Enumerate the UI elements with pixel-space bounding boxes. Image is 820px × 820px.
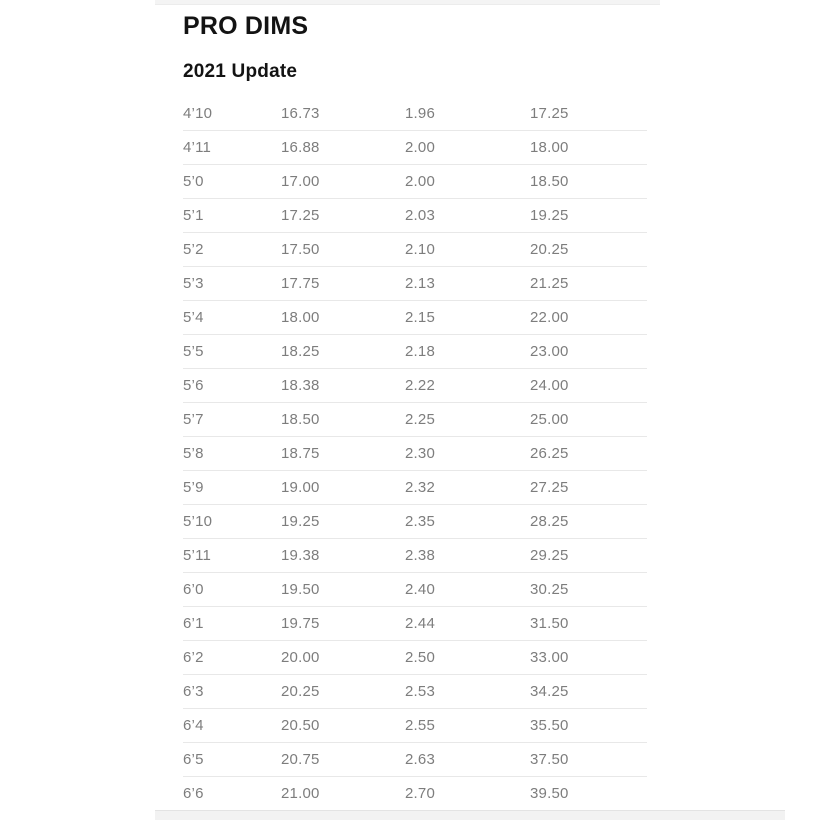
table-cell-height: 5’6 bbox=[183, 377, 204, 394]
table-row bbox=[183, 641, 647, 675]
table-cell-volume: 29.25 bbox=[530, 547, 569, 564]
table-row bbox=[183, 267, 647, 301]
table-cell-volume: 20.25 bbox=[530, 241, 569, 258]
table-cell-volume: 17.25 bbox=[530, 105, 569, 122]
table-row bbox=[183, 709, 647, 743]
table-row bbox=[183, 573, 647, 607]
table-cell-width: 18.00 bbox=[281, 309, 320, 326]
table-cell-thickness: 2.00 bbox=[405, 173, 435, 190]
table-cell-height: 6’6 bbox=[183, 785, 204, 802]
table-cell-height: 5’7 bbox=[183, 411, 204, 428]
table-row bbox=[183, 403, 647, 437]
table-cell-thickness: 2.44 bbox=[405, 615, 435, 632]
table-cell-width: 20.00 bbox=[281, 649, 320, 666]
table-cell-height: 5’5 bbox=[183, 343, 204, 360]
table-cell-thickness: 2.10 bbox=[405, 241, 435, 258]
table-row bbox=[183, 199, 647, 233]
table-cell-thickness: 2.18 bbox=[405, 343, 435, 360]
table-cell-volume: 25.00 bbox=[530, 411, 569, 428]
table-row bbox=[183, 301, 647, 335]
table-cell-width: 16.73 bbox=[281, 105, 320, 122]
table-cell-width: 16.88 bbox=[281, 139, 320, 156]
table-cell-height: 6’2 bbox=[183, 649, 204, 666]
table-cell-thickness: 2.32 bbox=[405, 479, 435, 496]
table-cell-thickness: 2.35 bbox=[405, 513, 435, 530]
table-cell-thickness: 2.38 bbox=[405, 547, 435, 564]
table-row bbox=[183, 165, 647, 199]
table-cell-volume: 19.25 bbox=[530, 207, 569, 224]
table-cell-volume: 23.00 bbox=[530, 343, 569, 360]
table-cell-height: 5’10 bbox=[183, 513, 213, 530]
table-cell-volume: 34.25 bbox=[530, 683, 569, 700]
table-cell-height: 5’3 bbox=[183, 275, 204, 292]
table-cell-thickness: 2.13 bbox=[405, 275, 435, 292]
table-cell-volume: 27.25 bbox=[530, 479, 569, 496]
table-cell-height: 6’1 bbox=[183, 615, 204, 632]
table-cell-volume: 39.50 bbox=[530, 785, 569, 802]
page-subtitle: 2021 Update bbox=[183, 61, 298, 82]
table-row bbox=[183, 131, 647, 165]
table-cell-width: 17.00 bbox=[281, 173, 320, 190]
table-cell-thickness: 2.50 bbox=[405, 649, 435, 666]
table-cell-volume: 22.00 bbox=[530, 309, 569, 326]
table-cell-height: 5’4 bbox=[183, 309, 204, 326]
table-cell-thickness: 2.55 bbox=[405, 717, 435, 734]
table-cell-thickness: 2.40 bbox=[405, 581, 435, 598]
table-cell-width: 20.50 bbox=[281, 717, 320, 734]
table-cell-width: 20.75 bbox=[281, 751, 320, 768]
table-cell-height: 5’9 bbox=[183, 479, 204, 496]
table-cell-height: 6’3 bbox=[183, 683, 204, 700]
table-cell-volume: 31.50 bbox=[530, 615, 569, 632]
table-cell-width: 18.38 bbox=[281, 377, 320, 394]
table-cell-height: 6’4 bbox=[183, 717, 204, 734]
table-row bbox=[183, 505, 647, 539]
dims-table bbox=[183, 97, 647, 811]
table-row bbox=[183, 437, 647, 471]
table-cell-width: 19.38 bbox=[281, 547, 320, 564]
table-row bbox=[183, 97, 647, 131]
table-row bbox=[183, 471, 647, 505]
table-cell-height: 4’11 bbox=[183, 139, 212, 156]
table-row bbox=[183, 369, 647, 403]
table-cell-width: 17.50 bbox=[281, 241, 320, 258]
table-cell-height: 4’10 bbox=[183, 105, 213, 122]
table-cell-width: 19.50 bbox=[281, 581, 320, 598]
table-cell-volume: 37.50 bbox=[530, 751, 569, 768]
table-cell-volume: 26.25 bbox=[530, 445, 569, 462]
table-cell-thickness: 1.96 bbox=[405, 105, 435, 122]
page-title: PRO DIMS bbox=[183, 12, 309, 40]
table-cell-height: 5’8 bbox=[183, 445, 204, 462]
table-row bbox=[183, 539, 647, 573]
table-row bbox=[183, 233, 647, 267]
table-cell-thickness: 2.70 bbox=[405, 785, 435, 802]
table-cell-thickness: 2.15 bbox=[405, 309, 435, 326]
table-cell-thickness: 2.22 bbox=[405, 377, 435, 394]
table-cell-height: 5’11 bbox=[183, 547, 212, 564]
table-cell-volume: 21.25 bbox=[530, 275, 569, 292]
table-cell-height: 5’0 bbox=[183, 173, 204, 190]
table-cell-volume: 24.00 bbox=[530, 377, 569, 394]
table-cell-height: 5’2 bbox=[183, 241, 204, 258]
pro-dims-section bbox=[183, 0, 647, 811]
table-row bbox=[183, 335, 647, 369]
table-cell-width: 19.75 bbox=[281, 615, 320, 632]
table-row bbox=[183, 675, 647, 709]
table-cell-width: 19.25 bbox=[281, 513, 320, 530]
table-cell-volume: 28.25 bbox=[530, 513, 569, 530]
table-cell-volume: 18.50 bbox=[530, 173, 569, 190]
table-cell-width: 18.25 bbox=[281, 343, 320, 360]
table-cell-volume: 33.00 bbox=[530, 649, 569, 666]
table-cell-thickness: 2.03 bbox=[405, 207, 435, 224]
table-cell-thickness: 2.63 bbox=[405, 751, 435, 768]
table-cell-thickness: 2.25 bbox=[405, 411, 435, 428]
table-cell-height: 6’5 bbox=[183, 751, 204, 768]
table-cell-height: 6’0 bbox=[183, 581, 204, 598]
table-cell-volume: 30.25 bbox=[530, 581, 569, 598]
table-row bbox=[183, 777, 647, 811]
table-cell-width: 21.00 bbox=[281, 785, 320, 802]
table-row bbox=[183, 607, 647, 641]
table-cell-thickness: 2.00 bbox=[405, 139, 435, 156]
table-cell-width: 17.25 bbox=[281, 207, 320, 224]
table-cell-thickness: 2.30 bbox=[405, 445, 435, 462]
table-cell-width: 18.75 bbox=[281, 445, 320, 462]
table-row bbox=[183, 743, 647, 777]
table-cell-volume: 35.50 bbox=[530, 717, 569, 734]
table-cell-width: 17.75 bbox=[281, 275, 320, 292]
table-cell-volume: 18.00 bbox=[530, 139, 569, 156]
table-cell-width: 18.50 bbox=[281, 411, 320, 428]
bottom-edge-band bbox=[155, 810, 785, 820]
table-cell-thickness: 2.53 bbox=[405, 683, 435, 700]
table-cell-height: 5’1 bbox=[183, 207, 204, 224]
table-cell-width: 19.00 bbox=[281, 479, 320, 496]
table-cell-width: 20.25 bbox=[281, 683, 320, 700]
